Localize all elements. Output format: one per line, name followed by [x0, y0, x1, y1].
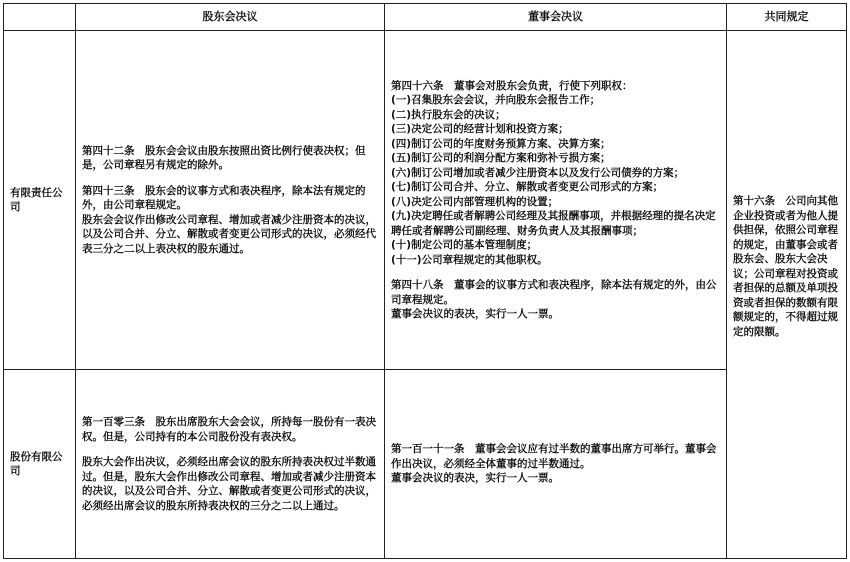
llc-board-article-46: 第四十六条 董事会对股东会负责，行使下列职权：	[391, 79, 633, 92]
header-shareholders-resolution: 股东会决议	[76, 4, 385, 31]
jsc-shareholders-cell	[76, 370, 385, 559]
llc-board-item: (二)执行股东会的决议；	[391, 108, 506, 121]
common-article-16: 第十六条 公司向其他企业投资或者为他人提供担保，依照公司章程的规定，由董事会或者股东会、股东大会决议；公司章程对投资或者担保的总额及单项投资或者担保的数额有限额规定的，不得超过规定的限额。	[733, 195, 838, 338]
jsc-shareholders-article-103: 第一百零三条 股东出席股东大会会议，所持每一股份有一表决权。但是，公司持有的本公司股份没有表决权。	[82, 416, 376, 443]
header-blank	[4, 4, 76, 31]
llc-board-item: (四)制订公司的年度财务预算方案、决算方案；	[391, 137, 611, 150]
llc-board-item: (八)决定公司内部管理机构的设置；	[391, 195, 559, 208]
llc-shareholders-cell	[76, 31, 385, 370]
llc-shareholders-article-42: 第四十二条 股东会会议由股东按照出资比例行使表决权；但是，公司章程另有规定的除外。	[82, 144, 366, 172]
llc-board-item: (五)制订公司的利润分配方案和弥补亏损方案；	[391, 152, 611, 164]
row-label-jsc: 股份有限公司	[4, 370, 76, 559]
jsc-board-cell	[385, 370, 727, 559]
jsc-board-article-111: 第一百一十一条 董事会会议应有过半数的董事出席方可举行。董事会作出决议，必须经全体董事的过半数通过。	[391, 443, 717, 470]
row-jsc	[4, 370, 847, 559]
llc-board-voting-rule: 董事会决议的表决，实行一人一票。	[391, 308, 559, 320]
jsc-shareholders-resolution-rule: 股东大会作出决议，必须经出席会议的股东所持表决权过半数通过。但是，股东大会作出修改公司章程、增加或者减少注册资本的决议，以及公司合并、分立、解散或者变更公司形式的决议，必须经出席会议的股东所持表决权的三分之二以上通过。	[82, 456, 376, 512]
common-provisions-cell	[727, 31, 847, 559]
llc-board-cell	[385, 31, 727, 370]
llc-board-item: (一)召集股东会会议，并向股东会报告工作；	[391, 94, 601, 106]
row-llc	[4, 31, 847, 370]
jsc-board-voting-rule: 董事会决议的表决，实行一人一票。	[391, 472, 559, 485]
llc-board-item: (六)制订公司增加或者减少注册资本以及发行公司债券的方案；	[391, 166, 685, 179]
row-label-llc: 有限责任公司	[4, 31, 76, 370]
header-row	[4, 4, 847, 31]
comparison-table	[3, 3, 847, 559]
llc-board-item: (七)制订公司合并、分立、解散或者变更公司形式的方案；	[391, 181, 664, 193]
header-common-provisions: 共同规定	[727, 4, 847, 31]
llc-board-item: (九)决定聘任或者解聘公司经理及其报酬事项，并根据经理的提名决定聘任或者解聘公司副经理、财务负责人及其报酬事项；	[391, 210, 716, 237]
llc-board-item: (十一)公司章程规定的其他职权。	[391, 253, 548, 266]
header-board-resolution: 董事会决议	[385, 4, 727, 31]
llc-shareholders-article-43: 第四十三条 股东会的议事方式和表决程序，除本法有规定的外，由公司章程规定。	[82, 184, 366, 212]
llc-shareholders-special-resolution: 股东会会议作出修改公司章程、增加或者减少注册资本的决议，以及公司合并、分立、解散或者变更公司形式的决议，必须经代表三分之二以上表决权的股东通过。	[82, 213, 376, 255]
llc-board-item: (十)制定公司的基本管理制度；	[391, 239, 538, 251]
llc-board-article-48: 第四十八条 董事会的议事方式和表决程序，除本法有规定的外，由公司章程规定。	[391, 279, 717, 306]
llc-board-item: (三)决定公司的经营计划和投资方案；	[391, 123, 569, 135]
